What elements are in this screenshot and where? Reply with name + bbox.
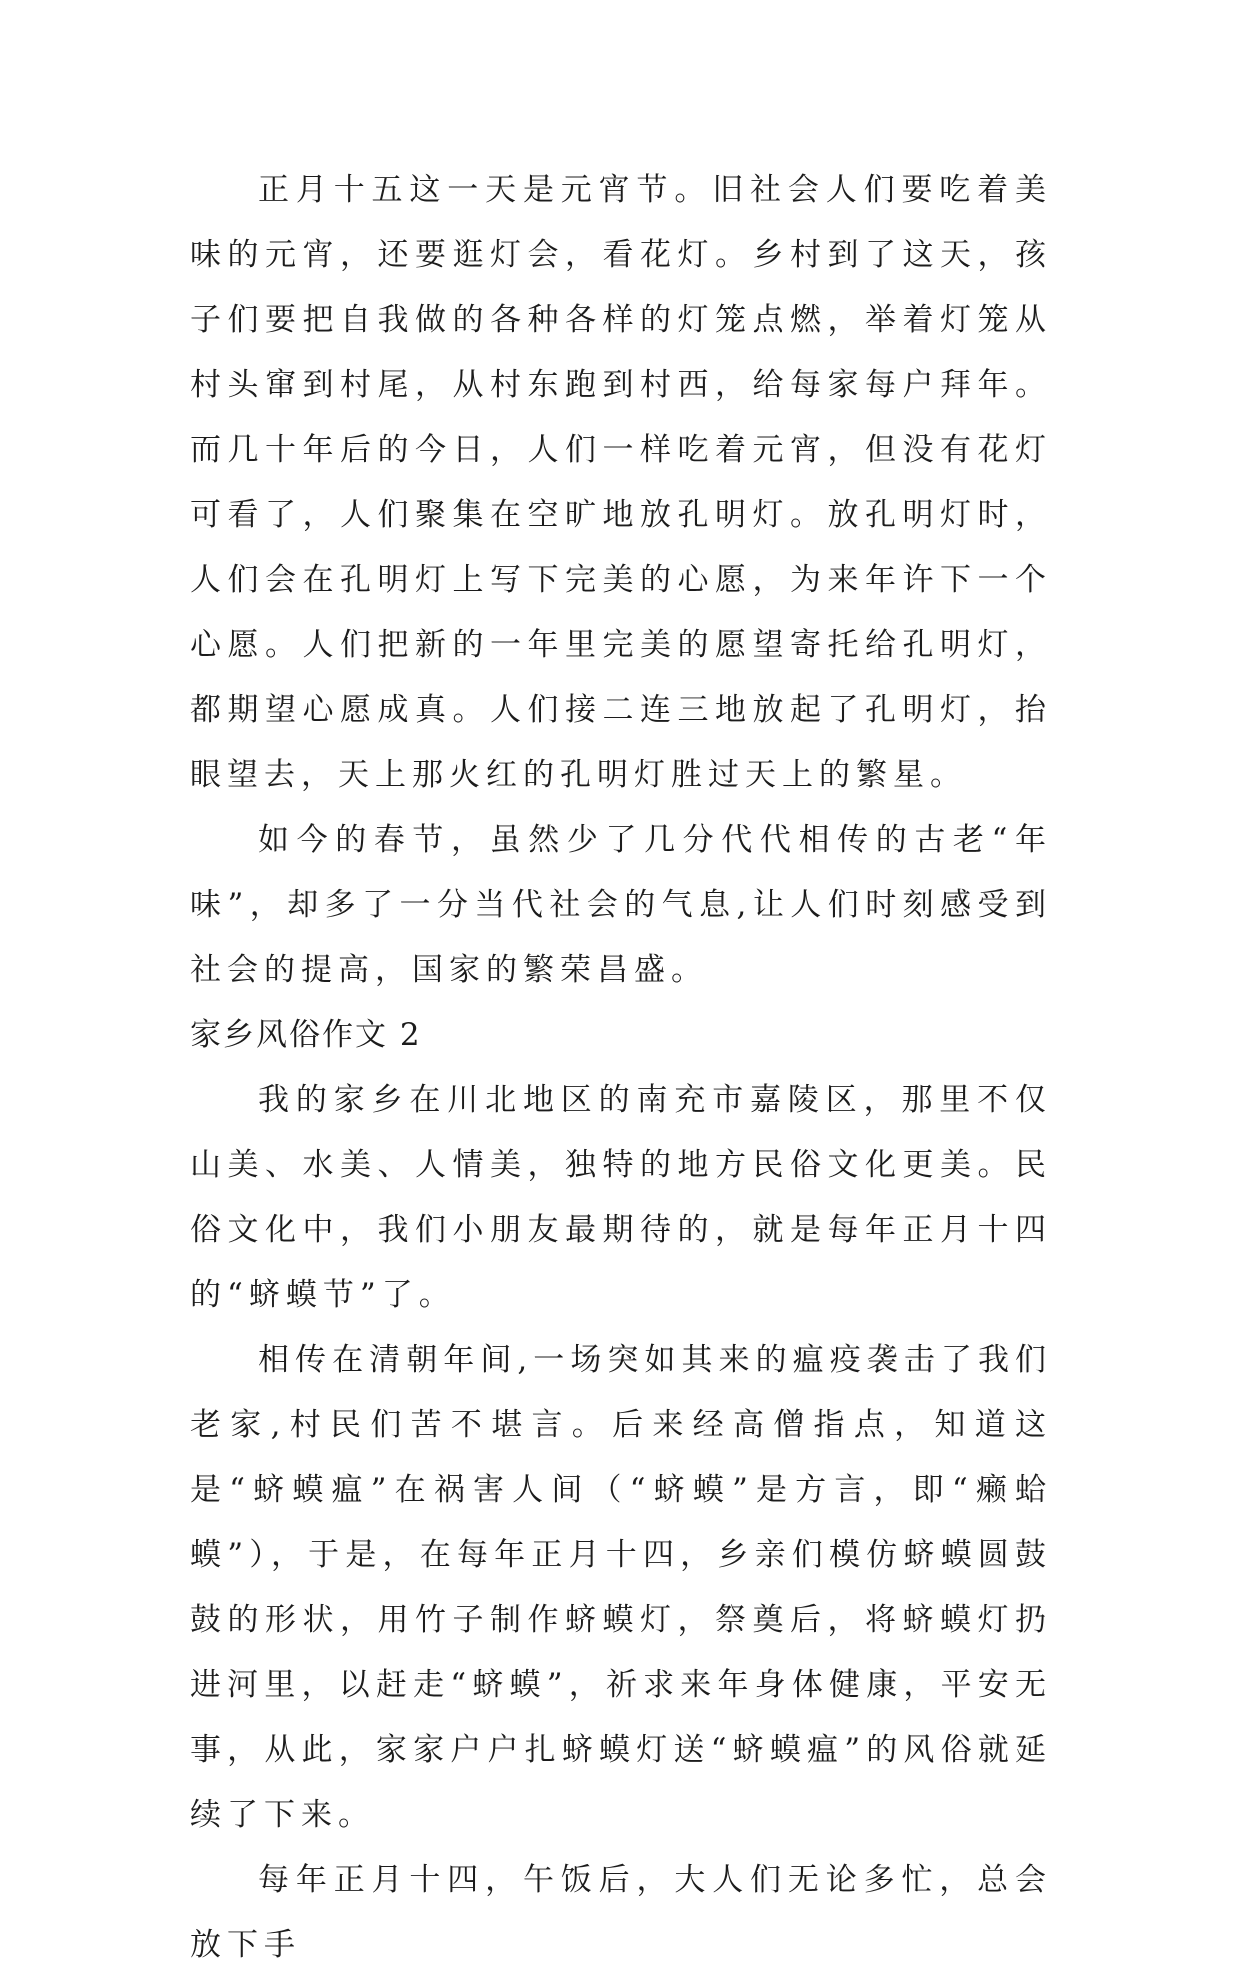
section-title: 家乡风俗作文 2 (190, 1017, 422, 1053)
paragraph-hometown: 我的家乡在川北地区的南充市嘉陵区，那里不仅山美、水美、人情美，独特的地方民俗文化更美。民俗文化中，我们小朋友最期待的，就是每年正月十四的“蛴蟆节”了。 (190, 1082, 1052, 1313)
document-body (190, 158, 1052, 1978)
paragraph-lantern-festival: 正月十五这一天是元宵节。旧社会人们要吃着美味的元宵，还要逛灯会，看花灯。乡村到了这天，孩子们要把自我做的各种各样的灯笼点燃，举着灯笼从村头窜到村尾，从村东跑到村西，给每家每户拜年。而几十年后的今日，人们一样吃着元宵，但没有花灯可看了，人们聚集在空旷地放孔明灯。放孔明灯时，人们会在孔明灯上写下完美的心愿，为来年许下一个心愿。人们把新的一年里完美的愿望寄托给孔明灯，都期望心愿成真。人们接二连三地放起了孔明灯，抬眼望去，天上那火红的孔明灯胜过天上的繁星。 (190, 172, 1052, 793)
paragraph-legend: 相传在清朝年间,一场突如其来的瘟疫袭击了我们老家,村民们苦不堪言。后来经高僧指点，知道这是“蛴蟆瘟”在祸害人间（“蛴蟆”是方言，即“癞蛤蟆”），于是，在每年正月十四，乡亲们模仿蛴蟆圆鼓鼓的形状，用竹子制作蛴蟆灯，祭奠后，将蛴蟆灯扔进河里，以赶走“蛴蟆”，祈求来年身体健康，平安无事，从此，家家户户扎蛴蟆灯送“蛴蟆瘟”的风俗就延续了下来。 (190, 1342, 1052, 1833)
paragraph-custom: 每年正月十四，午饭后，大人们无论多忙，总会放下手 (190, 1862, 1052, 1963)
paragraph-spring-festival: 如今的春节，虽然少了几分代代相传的古老“年味”，却多了一分当代社会的气息,让人们时刻感受到社会的提高，国家的繁荣昌盛。 (190, 822, 1052, 988)
